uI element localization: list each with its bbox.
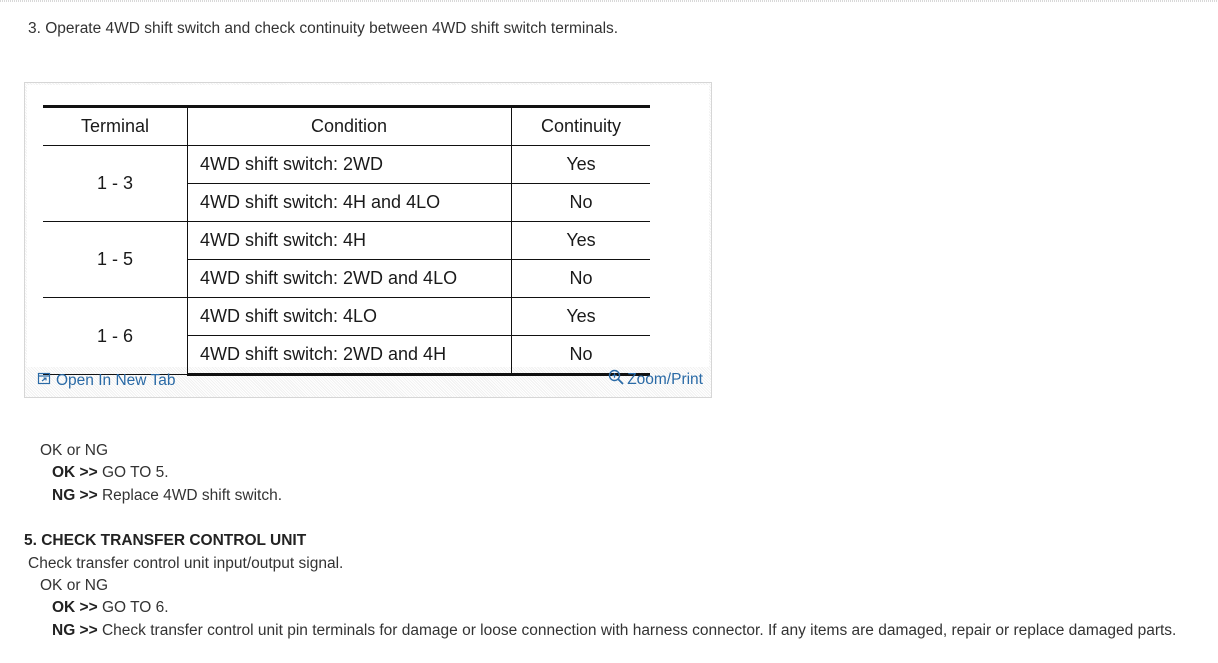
table-wrapper — [27, 85, 709, 367]
zoom-print-label: Zoom/Print — [627, 371, 703, 388]
zoom-print-link[interactable] — [608, 369, 703, 391]
ng-label: NG >> — [52, 487, 98, 504]
ok-action: GO TO 5. — [101, 464, 169, 481]
table-row — [43, 222, 650, 260]
step-5-instruction: Check transfer control unit input/output signal. — [28, 555, 344, 572]
ok-result-line — [52, 599, 169, 617]
open-new-tab-icon — [37, 371, 51, 390]
terminal-cell: 1 - 6 — [43, 298, 188, 375]
header-continuity: Continuity — [512, 107, 651, 146]
header-condition: Condition — [188, 107, 512, 146]
open-in-new-tab-label: Open In New Tab — [56, 371, 176, 389]
top-divider — [0, 0, 1218, 2]
condition-cell: 4WD shift switch: 4LO — [188, 298, 512, 336]
step-3-instruction: 3. Operate 4WD shift switch and check continuity between 4WD shift switch terminals. — [28, 20, 619, 37]
figure-box — [24, 82, 712, 398]
continuity-cell: No — [512, 184, 651, 222]
ng-action: Replace 4WD shift switch. — [101, 487, 283, 504]
ng-result-line — [52, 487, 282, 505]
condition-cell: 4WD shift switch: 4H — [188, 222, 512, 260]
continuity-cell: Yes — [512, 146, 651, 184]
continuity-cell: No — [512, 260, 651, 298]
header-terminal: Terminal — [43, 107, 188, 146]
terminal-cell: 1 - 5 — [43, 222, 188, 298]
ok-or-ng-label: OK or NG — [40, 577, 109, 594]
continuity-table — [43, 105, 650, 376]
table-header-row — [43, 107, 650, 146]
table-row — [43, 146, 650, 184]
step-5-heading: 5. CHECK TRANSFER CONTROL UNIT — [24, 532, 307, 549]
open-in-new-tab-link[interactable] — [37, 371, 175, 390]
condition-cell: 4WD shift switch: 2WD and 4LO — [188, 260, 512, 298]
ng-label: NG >> — [52, 622, 98, 639]
condition-cell: 4WD shift switch: 2WD and 4H — [188, 336, 512, 375]
continuity-cell: No — [512, 336, 651, 375]
terminal-cell: 1 - 3 — [43, 146, 188, 222]
continuity-cell: Yes — [512, 298, 651, 336]
ok-action: GO TO 6. — [101, 599, 169, 616]
table-row — [43, 298, 650, 336]
ng-action: Check transfer control unit pin terminals for damage or loose connection with harness connector. If any items are damaged, repair or replace damaged parts. — [101, 622, 1177, 639]
condition-cell: 4WD shift switch: 4H and 4LO — [188, 184, 512, 222]
condition-cell: 4WD shift switch: 2WD — [188, 146, 512, 184]
continuity-cell: Yes — [512, 222, 651, 260]
zoom-magnifier-icon — [608, 369, 625, 391]
ok-label: OK >> — [52, 599, 98, 616]
ng-result-line — [52, 622, 1176, 640]
ok-result-line — [52, 464, 169, 482]
ok-label: OK >> — [52, 464, 98, 481]
ok-or-ng-label: OK or NG — [40, 442, 109, 459]
